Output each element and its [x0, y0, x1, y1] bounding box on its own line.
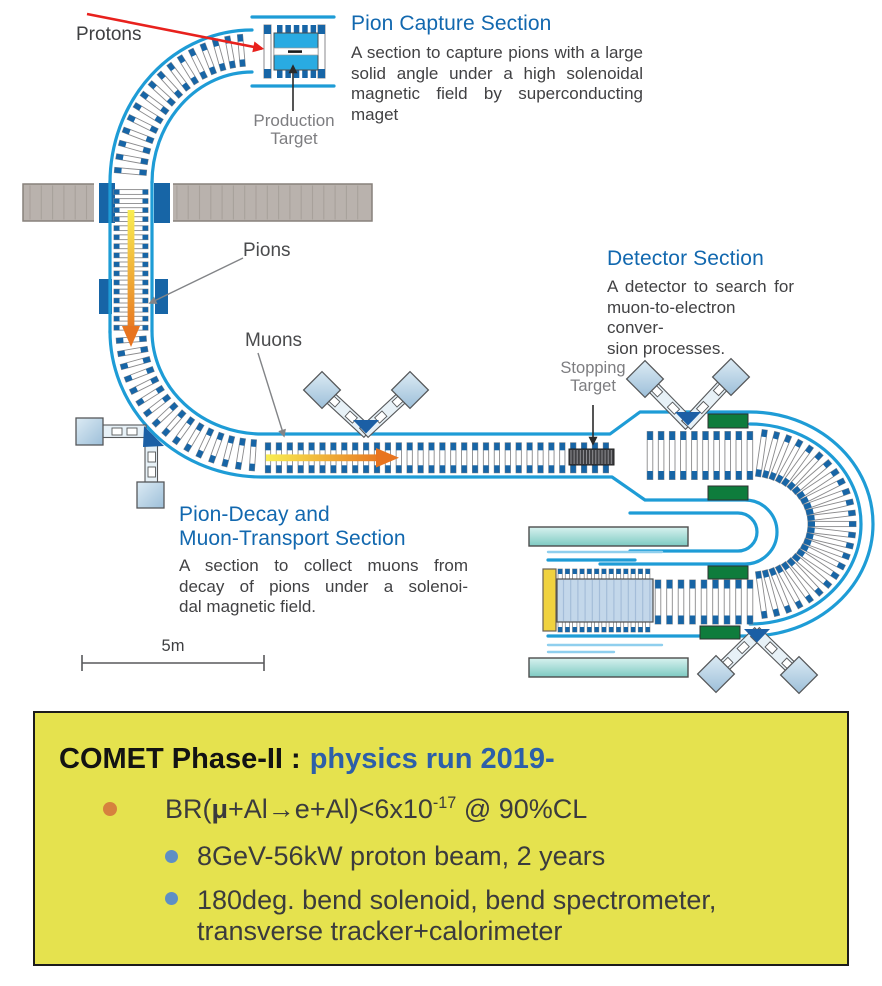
text-line: transverse tracker+calorimeter — [197, 916, 563, 946]
shield-bar-top — [529, 527, 688, 546]
text-line: magnetic field by superconducting — [351, 84, 643, 103]
text-line: A detector to search for — [607, 277, 794, 296]
pion-capture-description — [351, 43, 643, 125]
shield-bar-bottom — [529, 658, 688, 677]
support-anchor-triangle — [143, 426, 164, 447]
mu-symbol: μ — [211, 794, 229, 824]
pion-decay-description — [179, 556, 468, 618]
shield-wall — [23, 182, 372, 314]
panel-title-blue: physics run 2019- — [309, 743, 555, 775]
summary-panel — [33, 711, 849, 966]
protons-label: Protons — [76, 24, 142, 45]
panel-title — [59, 743, 555, 776]
text-line: Target — [270, 129, 318, 148]
text-line: solid angle under a high solenoidal — [351, 63, 643, 83]
text-line: Stopping — [560, 359, 626, 377]
stopping-target-label — [544, 359, 642, 395]
detector-description — [607, 277, 794, 359]
bullet-blue-icon — [165, 892, 178, 905]
muons-label: Muons — [245, 330, 303, 351]
bend-solenoid-180-coils — [755, 430, 856, 619]
detector-title: Detector Section — [607, 247, 764, 270]
br-mid: +Al→e+Al)<6x10 — [228, 794, 433, 824]
scale-bar — [82, 655, 264, 671]
pion-decay-title — [179, 503, 406, 550]
bullet-orange-icon — [103, 802, 117, 816]
text-line: 180deg. bend solenoid, bend spectrometer, — [197, 885, 717, 915]
text-line: sion processes. — [607, 338, 726, 358]
transport-bend-coils — [116, 336, 256, 471]
panel-title-black: COMET Phase-II : — [59, 743, 301, 775]
pions-label: Pions — [243, 240, 291, 261]
text-line: Muon-Transport Section — [179, 526, 406, 550]
production-target-label — [240, 112, 348, 148]
bullet-br-text — [165, 794, 587, 825]
production-target-mark — [288, 50, 302, 53]
return-run-coils — [655, 580, 753, 624]
br-prefix: BR( — [165, 794, 212, 824]
br-exponent: -17 — [432, 794, 457, 812]
pion-capture-title: Pion Capture Section — [351, 12, 552, 35]
text-line: A section to collect muons from — [179, 556, 468, 575]
upper-detector-run-coils — [647, 432, 753, 480]
text-line: Production — [253, 111, 335, 130]
text-line: dal magnetic field. — [179, 597, 317, 616]
text-line: Pion-Decay and — [179, 503, 330, 526]
muons-pointer-arrow — [258, 353, 284, 436]
bullet-blue-icon — [165, 850, 178, 863]
tracker-box — [557, 579, 653, 622]
calorimeter-block — [543, 569, 556, 631]
stopping-target-block — [569, 449, 614, 465]
capture-solenoid — [264, 25, 325, 78]
br-suffix: @ 90%CL — [456, 794, 588, 824]
text-line: maget — [351, 104, 399, 124]
text-line: muon-to-electron conver- — [607, 297, 736, 337]
support-box — [76, 418, 103, 445]
scale-label: 5m — [161, 637, 185, 655]
text-line: Target — [570, 377, 616, 395]
text-line: A section to capture pions with a large — [351, 43, 643, 62]
bullet-beam-text: 8GeV-56kW proton beam, 2 years — [197, 841, 606, 871]
support-box — [137, 482, 164, 508]
bullet-solenoid-text — [197, 885, 716, 947]
text-line: decay of pions under a solenoi- — [179, 576, 468, 596]
